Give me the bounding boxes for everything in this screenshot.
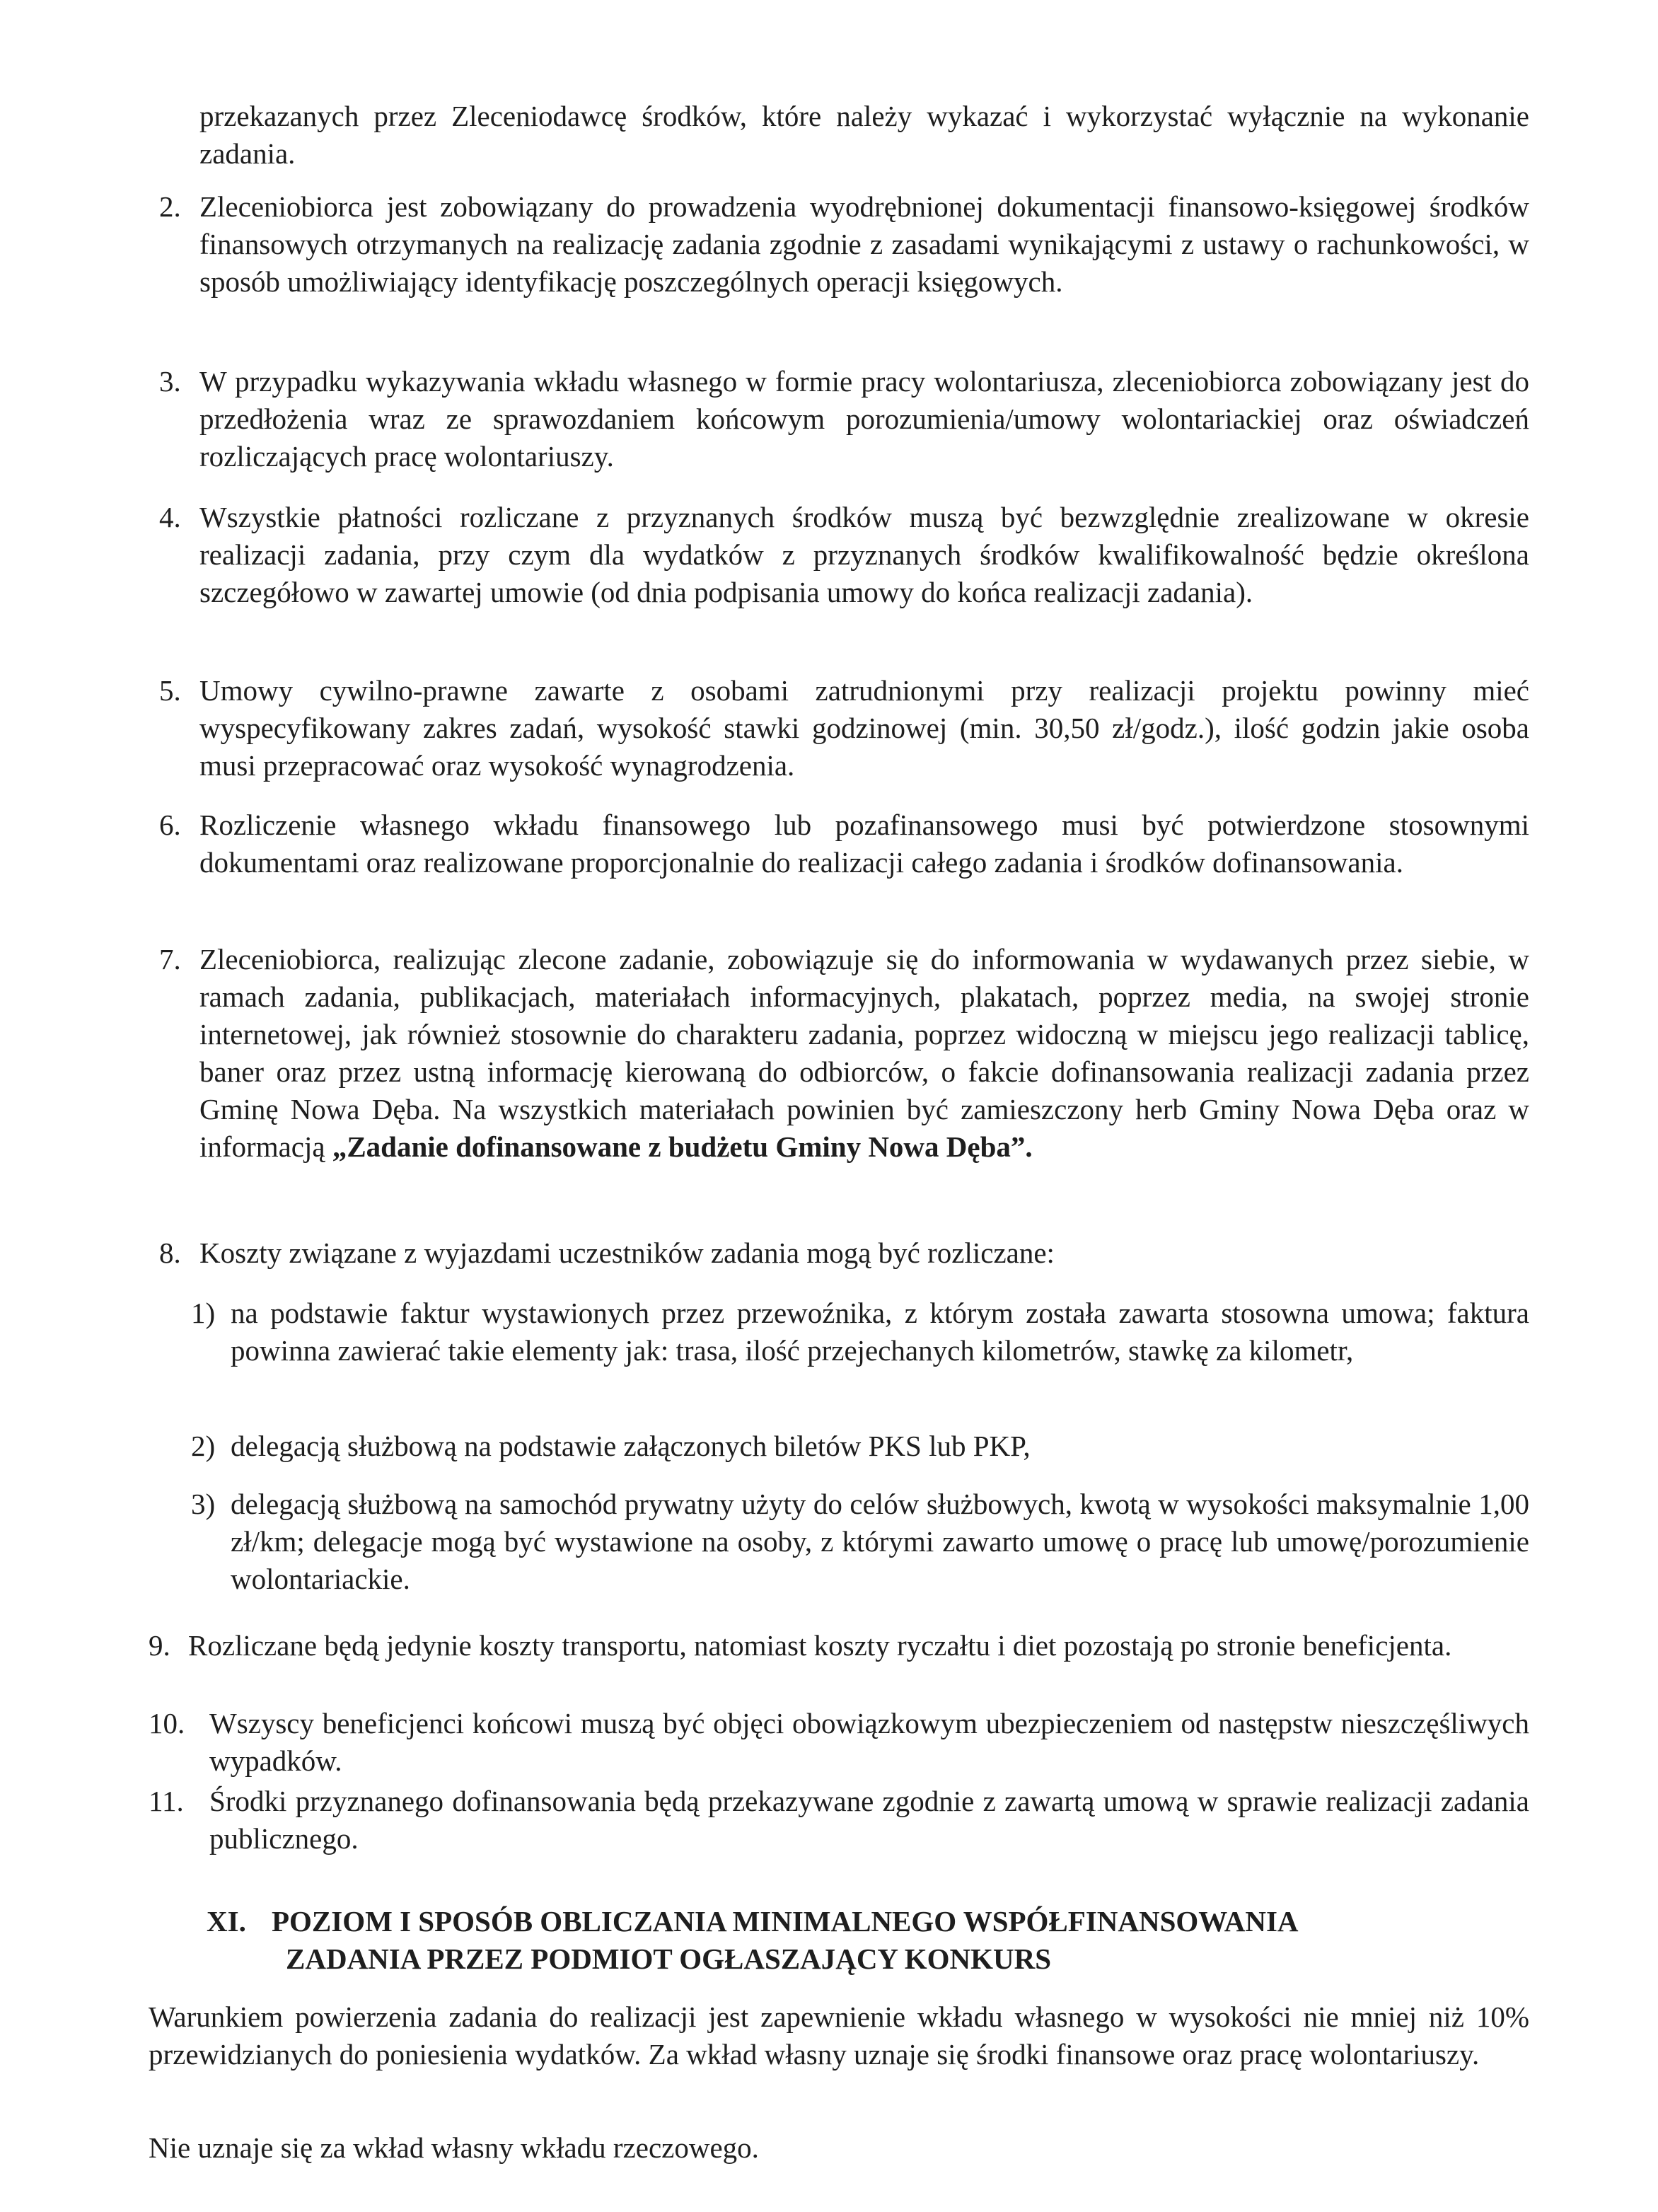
list-item-number: 5. — [159, 674, 181, 707]
sub-list-item-text: delegacją służbową na podstawie załączonych biletów PKS lub PKP, — [231, 1430, 1031, 1462]
sub-list-item-number: 2) — [191, 1430, 216, 1462]
list-item — [159, 806, 1529, 927]
list-item — [159, 941, 1529, 1224]
sub-list-item-number: 1) — [191, 1297, 216, 1329]
list-item-text: Środki przyznanego dofinansowania będą przekazywane zgodnie z zawartą umową w sprawie realizacji zadania publicznego. — [209, 1785, 1529, 1855]
list-item-number: 11. — [149, 1785, 184, 1817]
list-item — [159, 499, 1529, 654]
list-item — [149, 1783, 1529, 1860]
list-item-text: Wszyscy beneficjenci końcowi muszą być objęci obowiązkowym ubezpieczeniem od następstw nieszczęśliwych wypadków. — [209, 1707, 1529, 1777]
sub-list-item-number: 3) — [191, 1488, 216, 1520]
list-item — [149, 1705, 1529, 1783]
section-title-line-1: POZIOM I SPOSÓB OBLICZANIA MINIMALNEGO WSPÓŁFINANSOWANIA — [272, 1905, 1299, 1938]
list-item-number: 10. — [149, 1707, 185, 1739]
list-item-text: Zleceniobiorca jest zobowiązany do prowadzenia wyodrębnionej dokumentacji finansowo-księgowej środków finansowych otrzymanych na realizację zadania zgodnie z zasadami wynikającymi z ustawy o rachunkowości, w sposób umożliwiający identyfikację poszczególnych operacji księgowych. — [199, 190, 1529, 298]
section-title-line-2: ZADANIA PRZEZ PODMIOT OGŁASZAJĄCY KONKURS — [286, 1942, 1052, 1975]
list-item-text: Wszystkie płatności rozliczane z przyznanych środków muszą być bezwzględnie zrealizowane w okresie realizacji zadania, przy czym dla wydatków z przyznanych środków kwalifikowalność będzie określona szczegółowo w zawartej umowie (od dnia podpisania umowy do końca realizacji zadania). — [199, 501, 1529, 608]
list-item-text: W przypadku wykazywania wkładu własnego w formie pracy wolontariusza, zleceniobiorca zobowiązany jest do przedłożenia wraz ze sprawozdaniem końcowym porozumienia/umowy wolontariackiej oraz oświadczeń rozliczających pracę wolontariuszy. — [199, 365, 1529, 473]
sub-list-item — [191, 1486, 1529, 1606]
list-item-text — [199, 941, 1529, 1166]
section-heading — [207, 1903, 1529, 1981]
list-item — [159, 188, 1529, 344]
section-paragraph: Nie uznaje się za wkład własny wkładu rzeczowego. — [149, 2131, 759, 2164]
list-item-number: 6. — [159, 809, 181, 841]
sub-list-item — [191, 1295, 1529, 1415]
list-item-text-bold: „Zadanie dofinansowane z budżetu Gminy Nowa Dęba”. — [332, 1130, 1033, 1163]
sub-list-item-text: na podstawie faktur wystawionych przez przewoźnika, z którym została zawarta stosowna umowa; faktura powinna zawierać takie elementy jak: trasa, ilość przejechanych kilometrów, stawkę za kilometr, — [231, 1297, 1529, 1367]
list-item-number: 4. — [159, 501, 181, 533]
section-number: XI. — [207, 1905, 246, 1938]
list-item-number: 9. — [149, 1629, 170, 1662]
list-item-text: Koszty związane z wyjazdami uczestników zadania mogą być rozliczane: — [199, 1237, 1055, 1269]
list-item-text-regular: Zleceniobiorca, realizując zlecone zadanie, zobowiązuje się do informowania w wydawanych przez siebie, w ramach zadania, publikacjach, materiałach informacyjnych, plakatach, poprzez media, na swojej stronie internetowej, jak również stosownie do charakteru zadania, poprzez widoczną w miejscu jego realizacji tablicę, baner oraz przez ustną informację kierowaną do odbiorców, o fakcie dofinansowania realizacji zadania przez Gminę Nowa Dęba. Na wszystkich materiałach powinien być zamieszczony herb Gminy Nowa Dęba oraz w informacją — [199, 943, 1529, 1163]
list-item-text: Umowy cywilno-prawne zawarte z osobami zatrudnionymi przy realizacji projektu powinny mieć wyspecyfikowany zakres zadań, wysokość stawki godzinowej (min. 30,50 zł/godz.), ilość godzin jakie osoba musi przepracować oraz wysokość wynagrodzenia. — [199, 674, 1529, 782]
list-item-number: 8. — [159, 1237, 181, 1269]
continuation-paragraph: przekazanych przez Zleceniodawcę środków, które należy wykazać i wykorzystać wyłącznie na wykonanie zadania. — [199, 100, 1529, 170]
list-item-text: Rozliczenie własnego wkładu finansowego lub pozafinansowego musi być potwierdzone stosownymi dokumentami oraz realizowane proporcjonalnie do realizacji całego zadania i środków dofinansowania. — [199, 809, 1529, 879]
list-item-number: 3. — [159, 365, 181, 398]
list-item-number: 2. — [159, 190, 181, 223]
list-item-number: 7. — [159, 943, 181, 975]
list-item — [149, 1627, 1529, 1705]
section-paragraph: Warunkiem powierzenia zadania do realizacji jest zapewnienie wkładu własnego w wysokości nie mniej niż 10% przewidzianych do poniesienia wydatków. Za wkład własny uznaje się środki finansowe oraz pracę wolontariuszy. — [149, 2000, 1529, 2071]
sub-list-item-text: delegacją służbową na samochód prywatny użyty do celów służbowych, kwotą w wysokości maksymalnie 1,00 zł/km; delegacje mogą być wystawione na osoby, z którymi zawarto umowę o pracę lub umowę/porozumienie wolontariackie. — [231, 1488, 1529, 1595]
list-item — [159, 1234, 1529, 1277]
sub-list-item — [191, 1428, 1529, 1470]
list-item — [159, 672, 1529, 792]
list-item — [159, 363, 1529, 483]
list-item-text: Rozliczane będą jedynie koszty transportu, natomiast koszty ryczałtu i diet pozostają po stronie beneficjenta. — [188, 1629, 1452, 1662]
